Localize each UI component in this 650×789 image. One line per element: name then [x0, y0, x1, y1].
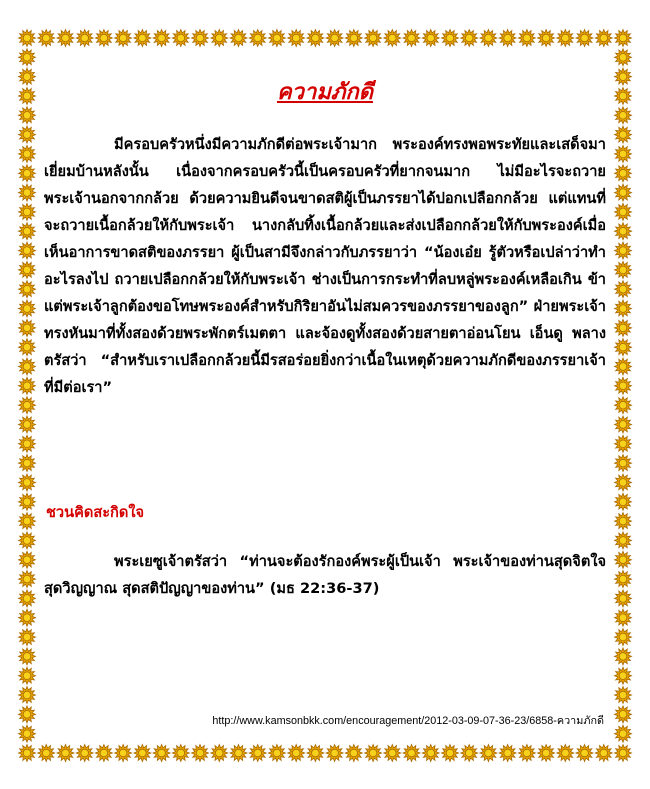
sun-icon — [19, 242, 36, 259]
sun-icon — [615, 609, 632, 626]
sun-icon — [19, 706, 36, 723]
sun-icon — [326, 30, 343, 47]
sun-icon — [499, 30, 516, 47]
sun-icon — [615, 281, 632, 298]
sun-icon — [615, 532, 632, 549]
sun-icon — [403, 745, 420, 762]
sun-icon — [115, 745, 132, 762]
sun-icon — [230, 745, 247, 762]
sun-icon — [19, 319, 36, 336]
sun-icon — [76, 745, 93, 762]
sun-icon — [172, 30, 189, 47]
sun-icon — [19, 725, 36, 742]
sun-icon — [19, 416, 36, 433]
sun-icon — [538, 30, 555, 47]
sun-icon — [615, 242, 632, 259]
sun-icon — [19, 455, 36, 472]
sun-icon — [134, 30, 151, 47]
sun-icon — [95, 30, 112, 47]
sun-icon — [422, 745, 439, 762]
sun-icon — [19, 745, 36, 762]
sun-icon — [19, 184, 36, 201]
sun-icon — [557, 745, 574, 762]
sun-icon — [134, 745, 151, 762]
sun-icon — [365, 30, 382, 47]
sun-icon — [38, 745, 55, 762]
sun-icon — [38, 30, 55, 47]
sun-icon — [19, 629, 36, 646]
sun-icon — [442, 745, 459, 762]
sun-icon — [19, 300, 36, 317]
sun-icon — [615, 68, 632, 85]
sun-icon — [19, 223, 36, 240]
sun-icon — [518, 30, 535, 47]
sun-icon — [19, 107, 36, 124]
sun-icon — [615, 203, 632, 220]
sun-icon — [19, 513, 36, 530]
sun-icon — [595, 745, 612, 762]
sun-icon — [19, 126, 36, 143]
sun-icon — [615, 725, 632, 742]
sun-icon — [384, 30, 401, 47]
sun-icon — [230, 30, 247, 47]
sun-icon — [403, 30, 420, 47]
sun-icon — [19, 532, 36, 549]
sun-icon — [57, 30, 74, 47]
sun-icon — [461, 745, 478, 762]
sun-icon — [172, 745, 189, 762]
sun-icon — [615, 435, 632, 452]
sun-icon — [595, 30, 612, 47]
sun-icon — [211, 745, 228, 762]
sun-icon — [615, 667, 632, 684]
sun-icon — [615, 706, 632, 723]
sun-icon — [615, 397, 632, 414]
sun-icon — [499, 745, 516, 762]
sun-icon — [615, 590, 632, 607]
sun-icon — [307, 30, 324, 47]
sun-icon — [19, 571, 36, 588]
sun-icon — [288, 745, 305, 762]
sun-icon — [615, 88, 632, 105]
sun-icon — [95, 745, 112, 762]
sun-icon — [518, 745, 535, 762]
sun-icon — [19, 49, 36, 66]
sun-icon — [19, 648, 36, 665]
sun-icon — [153, 30, 170, 47]
sun-icon — [76, 30, 93, 47]
sun-icon — [615, 474, 632, 491]
sun-icon — [192, 30, 209, 47]
section-heading: ชวนคิดสะกิดใจ — [46, 504, 145, 521]
sun-icon — [615, 30, 632, 47]
sun-icon — [615, 319, 632, 336]
sun-icon — [615, 629, 632, 646]
sun-icon — [422, 30, 439, 47]
sun-icon — [365, 745, 382, 762]
sun-icon — [461, 30, 478, 47]
sun-icon — [19, 68, 36, 85]
sun-icon — [115, 30, 132, 47]
sun-icon — [615, 49, 632, 66]
sun-icon — [615, 126, 632, 143]
sun-icon — [19, 590, 36, 607]
sun-icon — [19, 551, 36, 568]
sun-icon — [615, 339, 632, 356]
sun-icon — [615, 358, 632, 375]
sun-icon — [480, 30, 497, 47]
sun-icon — [268, 745, 285, 762]
sun-icon — [615, 223, 632, 240]
sun-icon — [153, 745, 170, 762]
sun-icon — [19, 474, 36, 491]
sun-icon — [345, 30, 362, 47]
sun-icon — [615, 145, 632, 162]
sun-icon — [615, 571, 632, 588]
sun-icon — [19, 435, 36, 452]
sun-icon — [615, 165, 632, 182]
sun-icon — [615, 551, 632, 568]
sun-icon — [19, 687, 36, 704]
sun-icon — [19, 145, 36, 162]
sun-icon — [307, 745, 324, 762]
sun-icon — [615, 745, 632, 762]
sun-icon — [19, 281, 36, 298]
sun-icon — [19, 609, 36, 626]
sun-icon — [615, 455, 632, 472]
sun-icon — [19, 667, 36, 684]
sun-icon — [19, 261, 36, 278]
sun-icon — [19, 30, 36, 47]
sun-icon — [288, 30, 305, 47]
sun-icon — [615, 261, 632, 278]
sun-icon — [538, 745, 555, 762]
sun-icon — [19, 377, 36, 394]
sun-icon — [576, 30, 593, 47]
sun-icon — [19, 88, 36, 105]
document-page — [44, 58, 606, 734]
scripture-quote: พระเยซูเจ้าตรัสว่า “ท่านจะต้องรักองค์พระผู้เป็นเจ้า พระเจ้าของท่านสุดจิตใจ สุดวิญญาณ สุดสติปัญญาของท่าน” (มธ 22:36-37) — [44, 553, 606, 597]
sun-icon — [249, 30, 266, 47]
sun-icon — [19, 339, 36, 356]
sun-icon — [615, 184, 632, 201]
sun-icon — [615, 513, 632, 530]
sun-icon — [557, 30, 574, 47]
sun-icon — [384, 745, 401, 762]
story-paragraph: มีครอบครัวหนึ่งมีความภักดีต่อพระเจ้ามาก พระองค์ทรงพอพระทัยและเสด็จมาเยี่ยมบ้านหลังนั้น เนื่องจากครอบครัวนี้เป็นครอบครัวที่ยากจนมาก ไม่มีอะไรจะถวายพระเจ้านอกจากกล้วย ด้วยความยินดีจนขาดสติผู้เป็นภรรยาได้ปอกเปลือกกล้วย แต่แทนที่จะถวายเนื้อกล้วยให้กับพระเจ้า นางกลับทิ้งเนื้อกล้วยและส่งเปลือกกล้วยให้กับพระองค์เมื่อเห็นอาการขาดสติของภรรยา ผู้เป็นสามีจึงกล่าวกับภรรยาว่า “น้องเอ๋ย รู้ตัวหรือเปล่าว่าทำอะไรลงไป ถวายเปลือกกล้วยให้กับพระเจ้า ช่างเป็นการกระทำที่ลบหลู่พระองค์เหลือเกิน ข้าแต่พระเจ้าลูกต้องขอโทษพระองค์สำหรับกิริยาอันไม่สมควรของภรรยาของลูก” ฝ่ายพระเจ้าทรงหันมาที่ทั้งสองด้วยพระพักตร์เมตตา และจ้องดูทั้งสองด้วยสายตาอ่อนโยน เอ็นดู พลางตรัสว่า “สำหรับเราเปลือกกล้วยนี้มีรสอร่อยยิ่งกว่าเนื้อในเหตุด้วยความภักดีของภรรยาเจ้าที่มีต่อเรา” — [44, 136, 606, 396]
sun-icon — [576, 745, 593, 762]
sun-icon — [326, 745, 343, 762]
sun-icon — [211, 30, 228, 47]
sun-icon — [19, 358, 36, 375]
sun-icon — [19, 493, 36, 510]
page-title: ความภักดี — [276, 80, 374, 105]
sun-icon — [249, 745, 266, 762]
sun-icon — [615, 377, 632, 394]
sun-icon — [615, 416, 632, 433]
sun-icon — [19, 203, 36, 220]
sun-icon — [615, 648, 632, 665]
sun-icon — [57, 745, 74, 762]
sun-icon — [19, 165, 36, 182]
source-url: http://www.kamsonbkk.com/encouragement/2012-03-09-07-36-23/6858-ความภักดี — [212, 715, 604, 727]
sun-icon — [268, 30, 285, 47]
sun-icon — [442, 30, 459, 47]
sun-icon — [192, 745, 209, 762]
sun-icon — [19, 397, 36, 414]
sun-icon — [615, 107, 632, 124]
sun-icon — [615, 687, 632, 704]
sun-icon — [615, 300, 632, 317]
sun-icon — [615, 493, 632, 510]
sun-icon — [345, 745, 362, 762]
sun-icon — [480, 745, 497, 762]
